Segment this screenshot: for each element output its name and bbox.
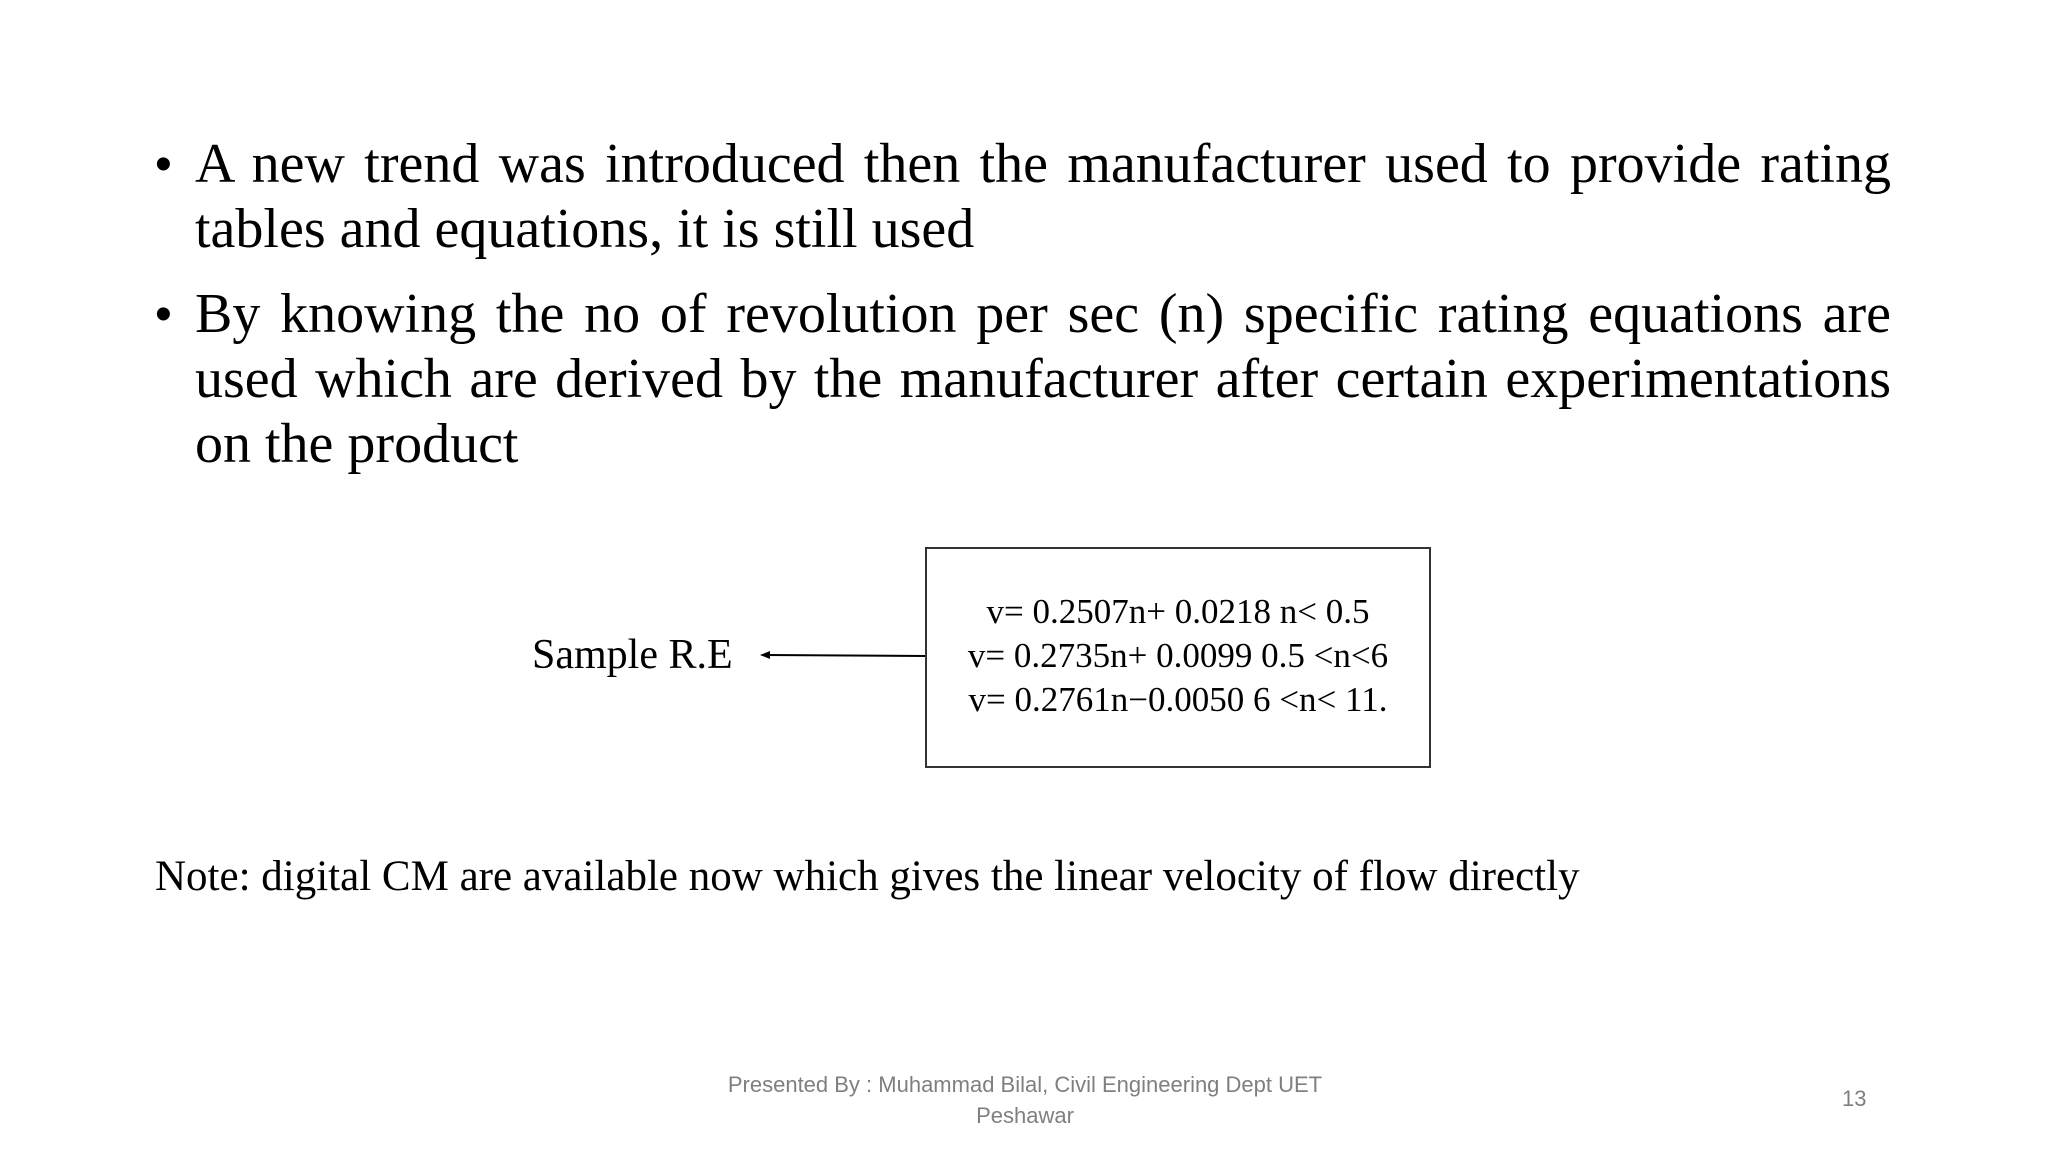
page-number: 13: [1842, 1086, 1867, 1111]
equation-line: v= 0.2761n−0.0050 6 <n< 11.: [968, 680, 1388, 719]
footer-presenter: [620, 1069, 1430, 1131]
equation-box: [925, 547, 1431, 768]
bullet-text: By knowing the no of revolution per sec (n) specific rating equations are used which are derived by the manufacturer after certain experimentations on the product: [195, 283, 1891, 475]
bullet-list: [155, 132, 1891, 497]
bullet-item: [155, 132, 1891, 262]
footer-presenter-line: Peshawar: [976, 1103, 1074, 1128]
equation-line: v= 0.2507n+ 0.0218 n< 0.5: [986, 592, 1370, 631]
equation-line: v= 0.2735n+ 0.0099 0.5 <n<6: [967, 636, 1389, 675]
footer-presenter-line: Presented By : Muhammad Bilal, Civil Engineering Dept UET: [727, 1072, 1323, 1097]
bullet-marker: •: [155, 138, 172, 191]
arrow-left-icon: [758, 645, 928, 665]
bullet-text: A new trend was introduced then the manufacturer used to provide rating tables and equations, it is still used: [195, 133, 1891, 260]
bullet-item: [155, 282, 1891, 477]
note-text: Note: digital CM are available now which gives the linear velocity of flow directly: [155, 853, 1580, 900]
sample-re-label: Sample R.E: [532, 632, 733, 678]
bullet-marker: •: [155, 288, 172, 341]
